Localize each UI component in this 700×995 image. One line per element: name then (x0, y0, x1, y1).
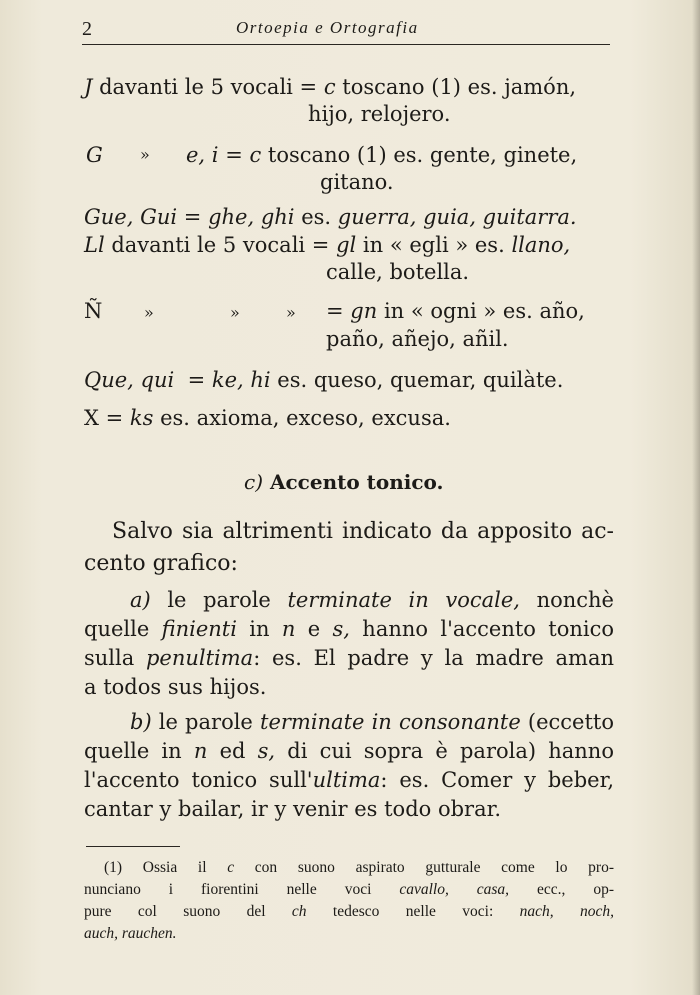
footnote (84, 857, 614, 945)
para-b-line3 (84, 766, 614, 795)
rule-j-rest: toscano (1) es. (335, 75, 505, 99)
para-a-line4: a todos sus hijos. (84, 675, 267, 699)
rule-g-eq: c (249, 143, 262, 167)
rule-que-eq-sign: = (187, 368, 206, 392)
footnote-line3 (84, 901, 614, 923)
rule-g-line1 (86, 142, 103, 168)
para-b-l2e: di cui sopra è parola) hanno (275, 739, 614, 763)
rule-n-quote2: » (230, 303, 240, 322)
rule-n-eq: gn (350, 299, 378, 323)
para-b-l2c: ed (207, 739, 258, 763)
para-b-marker: b) (130, 710, 152, 734)
rule-j-middle: davanti le 5 vocali = (92, 75, 324, 99)
para-b-l1d: (eccetto (520, 710, 614, 734)
para-b-line1 (84, 708, 614, 737)
rule-gue-eq: ghe, ghi (208, 205, 295, 229)
para-a-line3 (84, 644, 614, 673)
para-b-l3c: : es. Comer y beber, (380, 768, 615, 792)
rule-gue-example: guerra, guia, guitarra. (337, 205, 577, 229)
running-title: Ortoepia e Ortografia (236, 18, 419, 37)
rule-que-eq: ke, hi (211, 368, 271, 392)
rule-que-line (84, 367, 563, 393)
para-b-l1b: le parole (151, 710, 260, 734)
footnote-l2a: nunciano i fiorentini nelle voci (84, 881, 400, 898)
para-a-l2a: quelle (84, 617, 162, 641)
rule-ll-example1: llano, (511, 233, 571, 257)
para-b-l2b: n (193, 739, 208, 763)
para-b-l3a: l'accento tonico sull' (84, 768, 313, 792)
para-a-line2 (84, 615, 614, 644)
rule-j-line2: hijo, relojero. (308, 102, 451, 126)
rule-g-quote: » (140, 145, 150, 164)
section-heading (244, 469, 444, 495)
footnote-divider (86, 846, 180, 847)
page-header (82, 16, 610, 45)
para-b-l1c: terminate in consonante (260, 710, 521, 734)
footnote-l2c: ecc., op- (509, 881, 614, 898)
rule-gue-eq-sign: = (183, 205, 202, 229)
rule-x-example: axioma, exceso, excusa. (196, 406, 451, 430)
section-title: Accento tonico. (263, 470, 444, 494)
rule-n-rest (326, 298, 585, 324)
rule-x-text: es. (153, 406, 197, 430)
para-b-line2 (84, 737, 614, 766)
rule-n-line2: paño, añejo, añil. (326, 327, 509, 351)
para-b-l2d: s, (257, 739, 276, 763)
rule-g-text: toscano (1) es. (261, 143, 430, 167)
rule-j-line1 (84, 74, 576, 100)
para-a-l2e: e (295, 617, 333, 641)
footnote-l1a: (1) Ossia il (104, 859, 228, 876)
para-a-l2c: in (236, 617, 282, 641)
rule-g-line2: gitano. (320, 170, 394, 194)
rule-g-eq-sign: = (225, 143, 243, 167)
footnote-l3c: tedesco nelle voci: (306, 903, 520, 920)
rule-x-eq-sign: = (98, 406, 130, 430)
rule-j-example1: jamón, (504, 75, 577, 99)
para-a-l3b: penultima (145, 646, 254, 670)
footnote-l3d: nach, noch, (519, 903, 615, 920)
footnote-l1b: c (227, 859, 235, 876)
footnote-line1 (84, 857, 614, 879)
rule-g-example1: gente, ginete, (429, 143, 578, 167)
footnote-line2 (84, 879, 614, 901)
paragraph-b (84, 708, 614, 824)
para-a-l2f: s, (332, 617, 350, 641)
page-number: 2 (82, 18, 92, 40)
rule-gue-line (84, 204, 577, 230)
footnote-l2b: cavallo, casa, (399, 881, 510, 898)
intro-paragraph (84, 516, 614, 580)
para-a-l1d: nonchè (519, 588, 614, 612)
intro-line2: cento grafico: (84, 551, 238, 576)
rule-que-text: es. (270, 368, 314, 392)
footnote-line4: auch, rauchen. (84, 925, 177, 942)
rule-n-quote3: » (286, 303, 296, 322)
rule-g-vowels: e, i (186, 143, 219, 167)
rule-ll-line2: calle, botella. (326, 260, 470, 284)
para-a-l3a: sulla (84, 646, 146, 670)
rule-ll-text: in « egli » es. (356, 233, 512, 257)
rule-que-letter: Que, qui (84, 368, 175, 392)
rule-x-line (84, 405, 451, 431)
para-a-l2d: n (281, 617, 296, 641)
rule-gue-text: es. (294, 205, 338, 229)
para-a-l2b: finienti (161, 617, 237, 641)
rule-n-eq-sign: = (326, 299, 344, 323)
para-a-l3c: : es. El padre y la madre aman (253, 646, 614, 670)
rule-ll-eq: gl (336, 233, 357, 257)
para-b-line4: cantar y bailar, ir y venir es todo obrar. (84, 797, 502, 821)
rule-x-letter: X (84, 406, 99, 430)
section-label: c) (244, 470, 264, 494)
rule-que-example: queso, quemar, quilàte. (313, 368, 564, 392)
para-a-l1c: terminate in vocale, (287, 588, 520, 612)
rule-n-example1: año, (539, 299, 585, 323)
rule-j-letter: J (84, 75, 93, 99)
paragraph-a (84, 586, 614, 702)
rule-ll-middle: davanti le 5 vocali = (104, 233, 337, 257)
page-edge-shadow (692, 0, 700, 995)
footnote-l3b: ch (291, 903, 307, 920)
para-a-l2g: hanno l'accento tonico (349, 617, 615, 641)
rule-n-text: in « ogni » es. (377, 299, 540, 323)
rule-g-letter: G (86, 143, 103, 167)
rule-n-quote1: » (144, 303, 154, 322)
para-a-line1 (84, 586, 614, 615)
para-b-l2a: quelle in (84, 739, 194, 763)
rule-ll-letter: Ll (84, 233, 105, 257)
rule-j-eq: c (323, 75, 336, 99)
footnote-l1c: con suono aspirato gutturale come lo pro- (234, 859, 614, 876)
footnote-l3a: pure col suono del (84, 903, 292, 920)
intro-line1: Salvo sia altrimenti indicato da apposito ac- (112, 519, 614, 544)
rule-ll-line1 (84, 232, 570, 258)
para-a-marker: a) (130, 588, 151, 612)
para-b-l3b: ultima (312, 768, 381, 792)
para-a-l1b: le parole (150, 588, 288, 612)
rule-x-eq: ks (129, 406, 154, 430)
rule-gue-letter: Gue, Gui (84, 205, 178, 229)
rule-n-letter: Ñ (84, 299, 103, 323)
rule-g-rest (186, 142, 577, 168)
